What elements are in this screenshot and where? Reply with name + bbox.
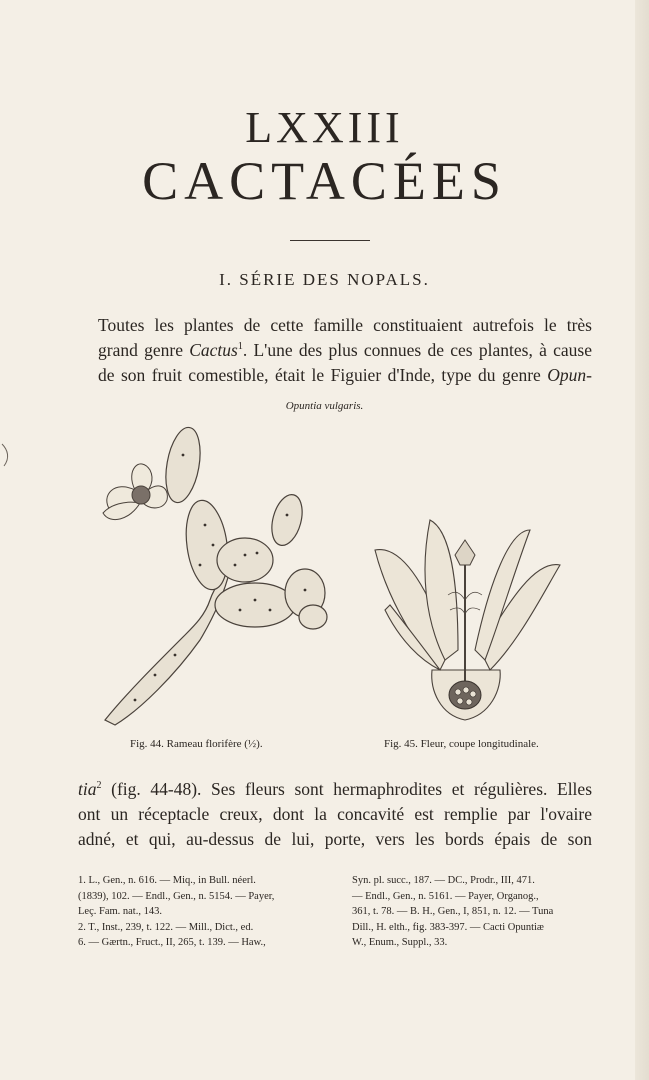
paragraph-bottom bbox=[78, 777, 592, 852]
footnote-ref: 1 bbox=[237, 341, 243, 353]
footnote-line: 1. L., Gen., n. 616. — Miq., in Bull. néerl. bbox=[78, 875, 256, 886]
chapter-number: LXXIII bbox=[245, 103, 404, 152]
footnote-line: 2. T., Inst., 239, t. 122. — Mill., Dict., ed. bbox=[78, 921, 254, 933]
footnote-line: Leç. Fam. nat., 143. bbox=[78, 906, 162, 917]
figure-44-caption: Fig. 44. Rameau florifère (½). bbox=[130, 738, 263, 750]
footnote-line: W., Enum., Suppl., 33. bbox=[352, 937, 448, 948]
footnote-line: 6. — Gærtn., Fruct., II, 265, t. 139. — Haw., bbox=[78, 937, 266, 948]
genus-opuntia-cont: tia bbox=[78, 779, 97, 799]
footnotes-right bbox=[352, 873, 592, 951]
genus-cactus: Cactus bbox=[189, 340, 238, 360]
footnote-line: — Endl., Gen., n. 5161. — Payer, Organog., bbox=[352, 890, 539, 902]
footnote-line: Syn. pl. succ., 187. — DC., Prodr., III, 471. bbox=[352, 875, 535, 886]
footnote-line: 361, t. 78. — B. H., Gen., I, 851, n. 12. — Tuna bbox=[352, 906, 554, 917]
figure-45-illustration bbox=[370, 510, 565, 730]
chapter-title: CACTACÉES bbox=[142, 151, 507, 211]
paragraph-line: de son fruit comestible, était le Figuier d'Inde, type du genre Opun- bbox=[98, 365, 592, 385]
section-title: I. SÉRIE DES NOPALS. bbox=[219, 270, 430, 289]
paragraph-line: adné, et qui, au-dessus de lui, porte, vers les bords épais de son bbox=[78, 829, 592, 849]
figure-45-caption: Fig. 45. Fleur, coupe longitudinale. bbox=[384, 738, 539, 750]
footnote-ref: 2 bbox=[96, 780, 102, 792]
figure-44-illustration bbox=[95, 425, 330, 730]
paragraph-line: ont un réceptacle creux, dont la concavité est remplie par l'ovaire bbox=[78, 804, 592, 824]
title-divider bbox=[290, 240, 370, 241]
genus-opuntia: Opun- bbox=[547, 365, 592, 385]
figure-title: Opuntia vulgaris. bbox=[285, 400, 364, 412]
paragraph-top bbox=[78, 313, 592, 388]
paragraph-line: grand genre Cactus$^1$. L'une des plus connues de ces plantes, à cause bbox=[98, 340, 592, 360]
footnote-line: Dill., H. elth., fig. 383-397. — Cacti Opuntiæ bbox=[352, 921, 544, 933]
paragraph-line: tia$^2$ (fig. 44-48). Ses fleurs sont hermaphrodites et régulières. Elles bbox=[78, 779, 592, 799]
footnote-line: (1839), 102. — Endl., Gen., n. 5154. — Payer, bbox=[78, 890, 275, 902]
margin-mark-icon bbox=[0, 440, 14, 470]
footnotes-left bbox=[78, 873, 340, 951]
paragraph-line: Toutes les plantes de cette famille constituaient autrefois le très bbox=[98, 315, 592, 335]
